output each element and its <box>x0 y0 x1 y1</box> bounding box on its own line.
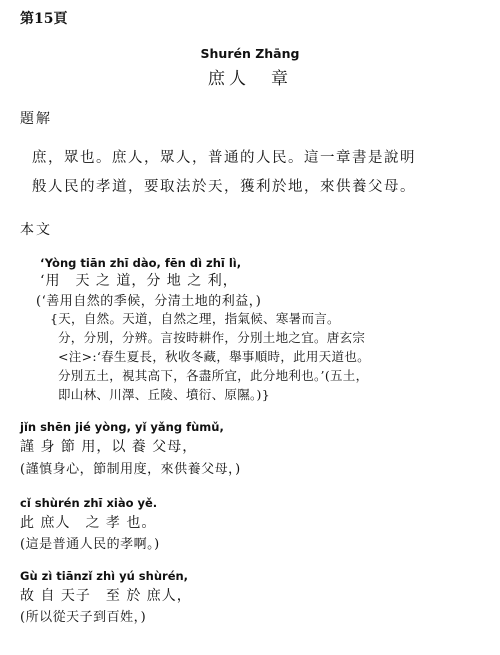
verse-translation: (所以從天子到百姓，) <box>20 610 147 625</box>
verse-text: 謹 身 節 用，以 養 父母， <box>20 439 198 455</box>
section-heading-explanation: 題解 <box>20 111 52 127</box>
verse-note-line: 即山林、川澤、丘陵、墳衍、原隰。)} <box>58 387 270 402</box>
verse-note-line: <注>:‘春生夏長，秋收冬藏，舉事順時，此用天道也。 <box>58 349 370 364</box>
verse-note-line: 分別五土，視其高下，各盡所宜，此分地利也。’(五土， <box>58 368 369 383</box>
verse-translation: (謹慎身心，節制用度，來供養父母，) <box>20 462 241 477</box>
verse-pinyin: Gù zì tiānzǐ zhì yú shùrén, <box>20 569 189 583</box>
verse-text: 此 庶人 之 孝 也。 <box>20 515 157 531</box>
section-heading-main-text: 本文 <box>20 222 52 238</box>
verse-text: ‘用 天 之 道，分 地 之 利， <box>40 273 238 289</box>
chapter-title-pinyin: Shurén Zhāng <box>200 46 300 61</box>
verse-pinyin: cǐ shùrén zhī xiào yě. <box>20 496 158 510</box>
verse-note-line: 分，分別，分辨。言按時耕作，分別土地之宜。唐玄宗 <box>58 330 366 345</box>
verse-text: 故 自 天子 至 於 庶人， <box>20 588 192 604</box>
explanation-line: 般人民的孝道，要取法於天，獲利於地，來供養父母。 <box>32 179 416 195</box>
verse-translation: (‘善用自然的季候，分清土地的利益，) <box>36 294 262 309</box>
chapter-title: 庶人 章 <box>208 69 292 89</box>
verse-translation: (這是普通人民的孝啊。) <box>20 537 160 552</box>
verse-pinyin: ‘Yòng tiān zhī dào, fēn dì zhī lì, <box>40 256 242 270</box>
verse-pinyin: jǐn shēn jié yòng, yǐ yǎng fùmǔ, <box>20 420 224 434</box>
verse-note-line: {天，自然。天道，自然之理，指氣候、寒暑而言。 <box>50 311 340 326</box>
page-number: 第15頁 <box>20 11 68 27</box>
explanation-line: 庶，眾也。庶人，眾人，普通的人民。這一章書是說明 <box>32 150 416 166</box>
